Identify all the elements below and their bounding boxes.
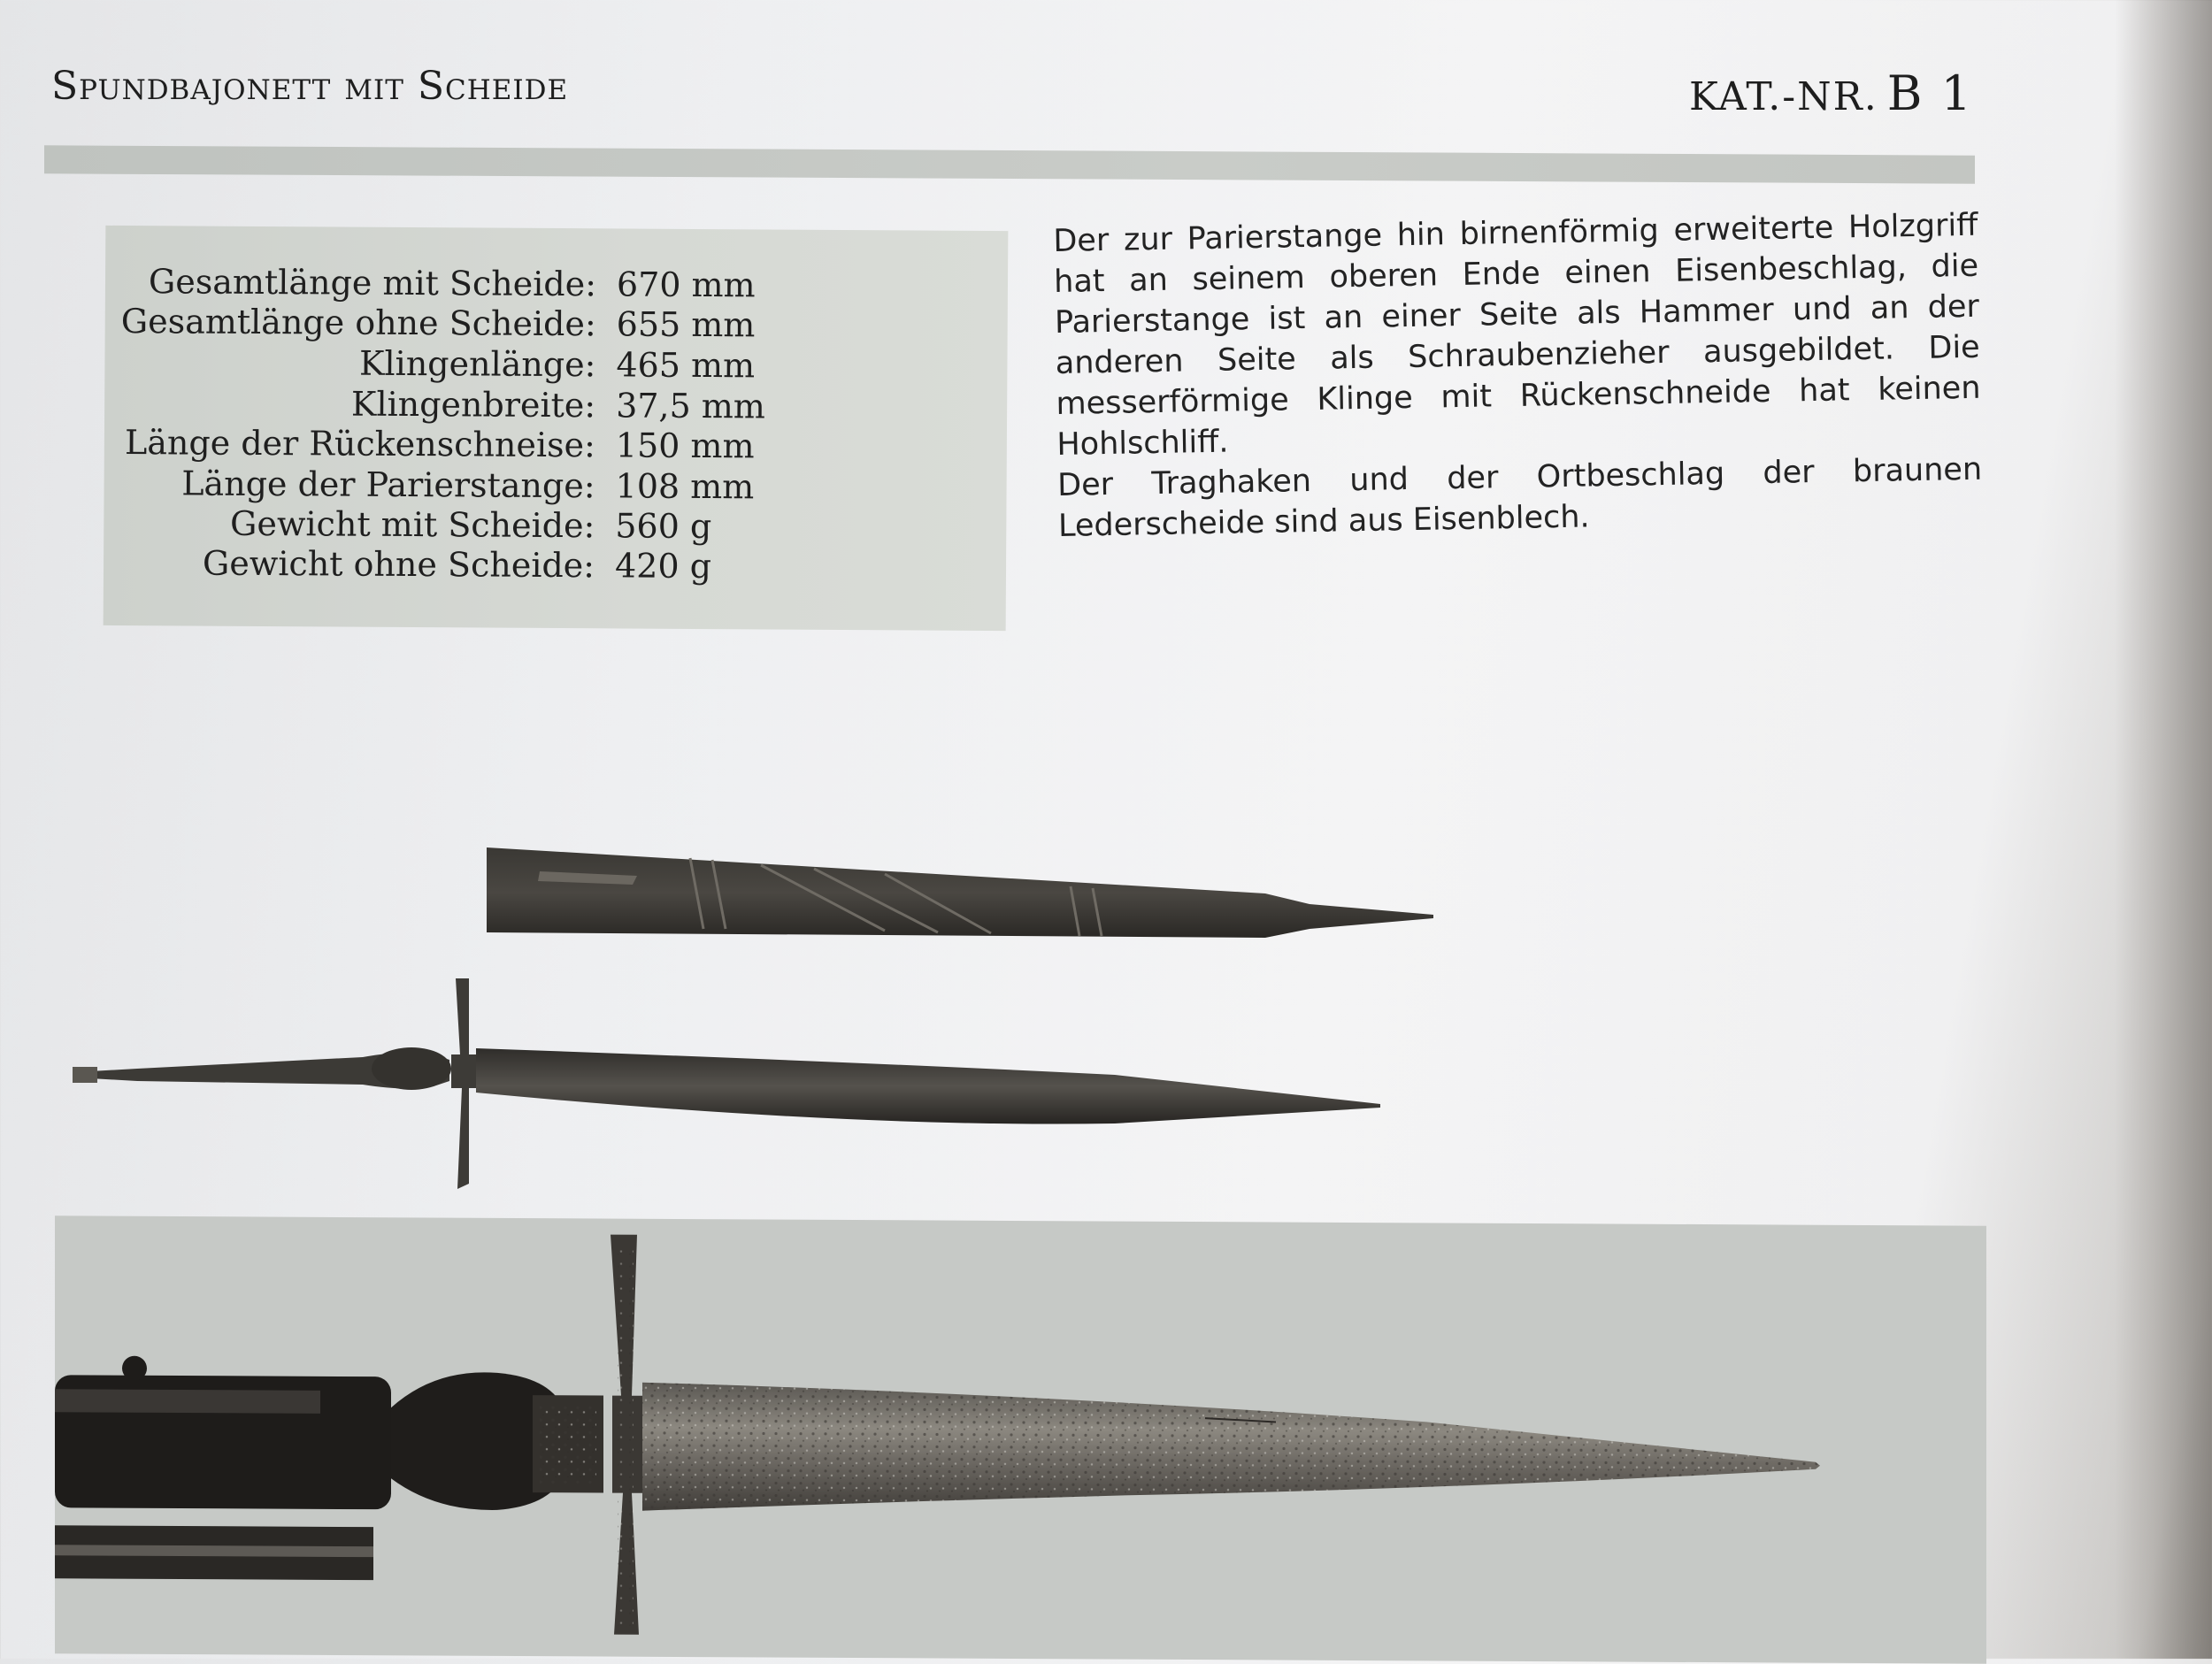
spec-row	[104, 542, 1006, 588]
spec-row	[105, 261, 1008, 307]
spec-row	[104, 502, 1006, 548]
mounted-bayonet-photo	[55, 1215, 1986, 1663]
spec-value: 560 g	[615, 506, 712, 547]
spec-label: Länge der Rückenschneise:	[124, 423, 596, 465]
page-edge-shadow	[2115, 0, 2212, 1659]
catalog-number-prefix: KAT.-NR.	[1688, 74, 1878, 119]
spec-row	[104, 341, 1007, 387]
bayonet-grip	[391, 1372, 603, 1511]
blade	[642, 1383, 1820, 1517]
spec-value: 655 mm	[616, 304, 756, 345]
description-paragraph: Der zur Parierstange hin birnenförmig erweiterte Holzgriff hat an seinem oberen Ende einen Eisenbeschlag, die Parierstange ist an einer Seite als Hammer und an der anderen Seite als Schraubenzieher ausgebildet. Die messerförmige Klinge mit Rückenschneide hat keinen Hohlschliff.	[1053, 207, 1981, 463]
spec-row	[105, 301, 1008, 347]
spec-value: 108 mm	[615, 466, 755, 507]
mounted-bayonet-illustration	[55, 1215, 1986, 1663]
spec-box	[104, 226, 1009, 631]
spec-row	[104, 463, 1006, 509]
spec-label: Gewicht mit Scheide:	[229, 503, 595, 546]
spec-value: 420 g	[614, 546, 712, 587]
spec-value: 670 mm	[616, 265, 756, 305]
spec-label: Länge der Parierstange:	[181, 464, 595, 506]
spec-label: Gewicht ohne Scheide:	[202, 543, 595, 586]
header-rule	[44, 145, 1975, 183]
spec-value: 150 mm	[615, 426, 755, 466]
bayonet	[73, 978, 1380, 1189]
scabbard	[487, 847, 1433, 938]
spec-row	[104, 422, 1007, 468]
rifle-stock	[55, 1355, 391, 1580]
spec-value: 465 mm	[616, 345, 756, 386]
spec-label: Klingenbreite:	[350, 384, 596, 426]
catalog-number-value: B 1	[1886, 65, 1973, 121]
description	[1053, 205, 1983, 547]
catalog-number	[1689, 65, 1973, 121]
page-title: Spundbajonett mit Scheide	[51, 64, 569, 109]
spec-label: Gesamtlänge ohne Scheide:	[120, 301, 596, 344]
spec-label: Gesamtlänge mit Scheide:	[148, 262, 597, 304]
spec-row	[104, 382, 1007, 428]
bayonet-and-scabbard-photo	[53, 823, 1451, 1212]
spec-value: 37,5 mm	[616, 386, 766, 426]
spec-label: Klingenlänge:	[358, 343, 596, 385]
crossguard	[611, 1235, 642, 1635]
description-paragraph: Der Traghaken und der Ortbeschlag der braunen Lederscheide sind aus Eisenblech.	[1056, 451, 1983, 544]
